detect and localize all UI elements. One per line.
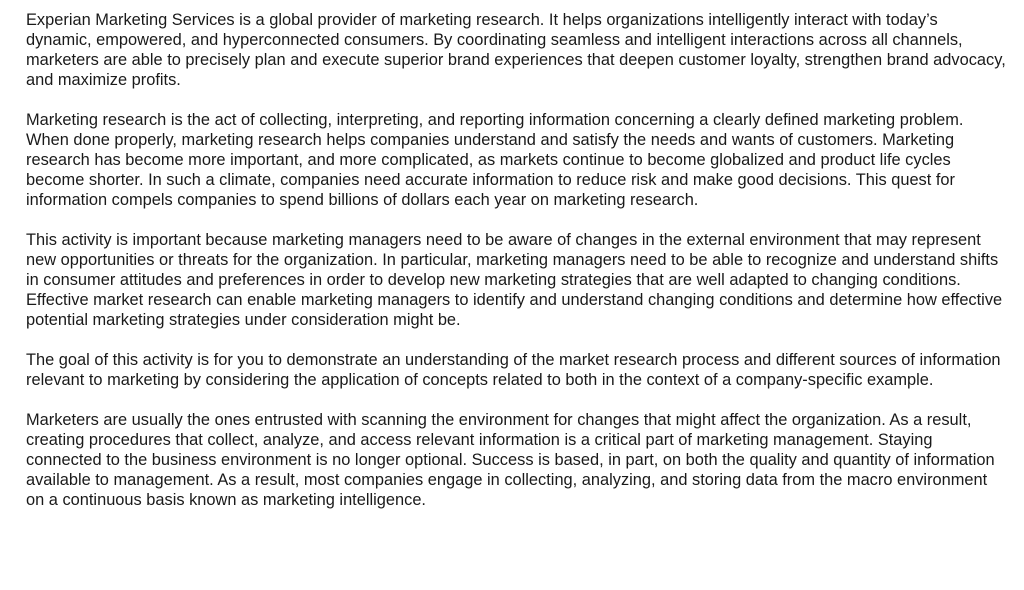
paragraph-experian-intro: Experian Marketing Services is a global provider of marketing research. It helps organizations intelligently interact with today’s dynamic, empowered, and hyperconnected consumers. By coordinating seamless and intelligent interactions across all channels, marketers are able to precisely plan and execute superior brand experiences that deepen customer loyalty, strengthen brand advocacy, and maximize profits. <box>26 11 1006 89</box>
paragraph-activity-goal: The goal of this activity is for you to demonstrate an understanding of the market research process and different sources of information relevant to marketing by considering the application of concepts related to both in the context of a company-specific example. <box>26 351 1001 389</box>
paragraph-marketing-research-definition: Marketing research is the act of collecting, interpreting, and reporting information concerning a clearly defined marketing problem. When done properly, marketing research helps companies understand and satisfy the needs and wants of customers. Marketing research has become more important, and more complicated, as markets continue to become globalized and product life cycles become shorter. In such a climate, companies need accurate information to reduce risk and make good decisions. This quest for information compels companies to spend billions of dollars each year on marketing research. <box>26 111 964 209</box>
paragraph-marketing-intelligence: Marketers are usually the ones entrusted with scanning the environment for changes that might affect the organization. As a result, creating procedures that collect, analyze, and access relevant information is a critical part of marketing management. Staying connected to the business environment is no longer optional. Success is based, in part, on both the quality and quantity of information available to management. As a result, most companies engage in collecting, analyzing, and storing data from the macro environment on a continuous basis known as marketing intelligence. <box>26 411 995 509</box>
paragraph-activity-importance: This activity is important because marketing managers need to be aware of changes in the external environment that may represent new opportunities or threats for the organization. In particular, marketing managers need to be able to recognize and understand shifts in consumer attitudes and preferences in order to develop new marketing strategies that are well adapted to changing conditions. Effective market research can enable marketing managers to identify and understand changing conditions and determine how effective potential marketing strategies under consideration might be. <box>26 231 1003 329</box>
